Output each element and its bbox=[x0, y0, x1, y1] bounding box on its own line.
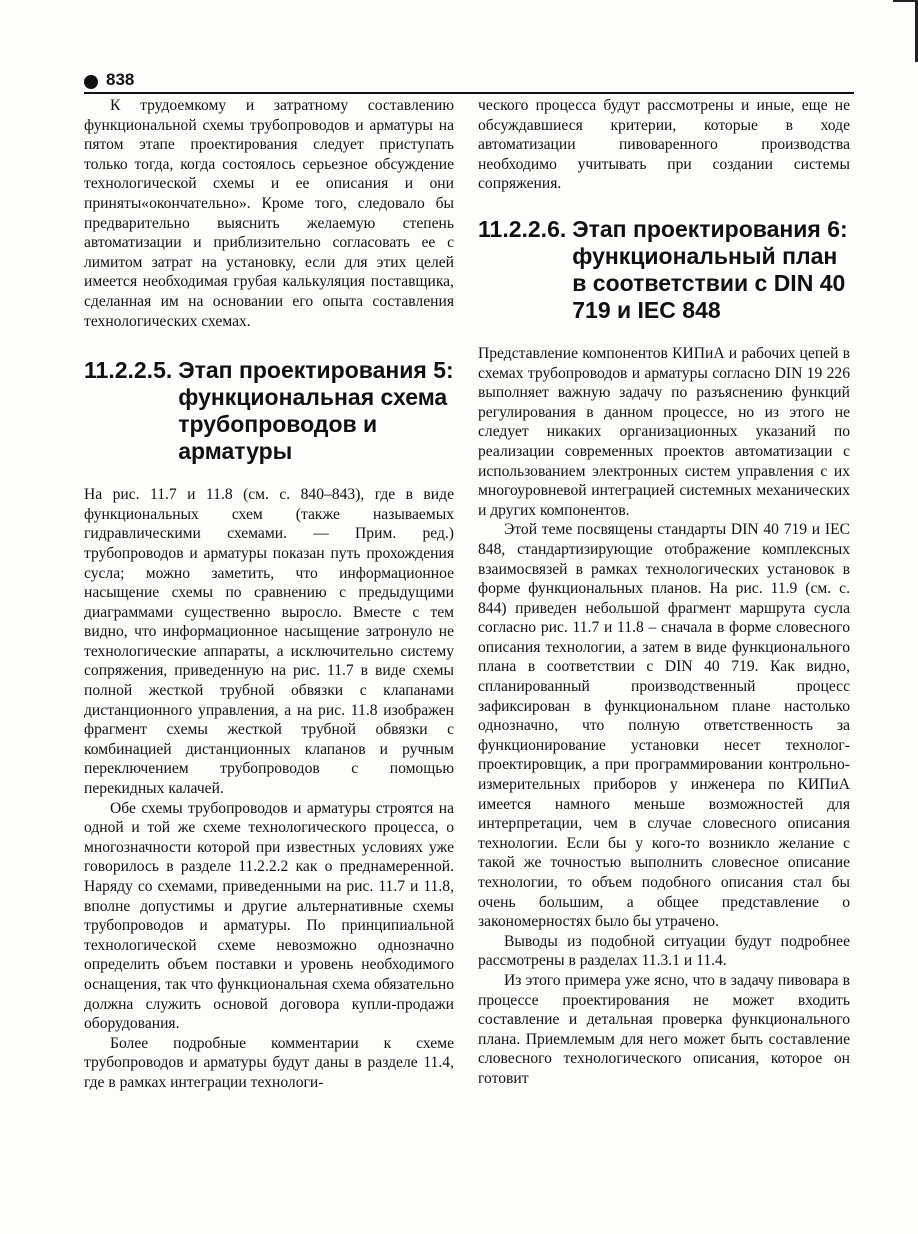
right-column bbox=[478, 96, 850, 1089]
right-paragraph-2: Представление компонентов КИПиА и рабочих цепей в схемах трубопроводов и арматуры согласно DIN 19 226 выполняет важную задачу по разъяснению функций регулирования в данном процессе, но из этого не следует никаких организационных указаний по реализации современных проектов автоматизации с использованием электронных систем управления с их многоуровневой интеграцией системных механических и других компонентов. bbox=[478, 344, 850, 519]
right-paragraph-3: Этой теме посвящены стандарты DIN 40 719 и IEC 848, стандартизирующие отображение комплексных взаимосвязей в рамках технологических установок в форме функциональных планов. На рис. 11.9 (см. с. 844) приведен небольшой фрагмент маршрута сусла согласно рис. 11.7 и 11.8 – сначала в форме словесного описания технологии, а затем в виде функционального плана в соответствии с DIN 40 719. Как видно, спланированный производственный процесс зафиксирован в функциональном плане настолько однозначно, что полную ответственность за функционирование установки несет технолог-проектировщик, а при программировании контрольно-измерительных приборов у инженера по КИПиА имеется намного меньше возможностей для интерпретации, чем в случае словесного описания технологии. Если бы у кого-то возникло желание с такой же точностью выполнить словесное описание технологии, то объем подобного описания стал бы очень большим, а общее представление о закономерностях было бы утрачено. bbox=[478, 521, 850, 931]
right-paragraph-1: ческого процесса будут рассмотрены и иные, еще не обсуждавшиеся критерии, которые в ходе автоматизации пивоваренного производства необходимо учитывать при создании системы сопряжения. bbox=[478, 97, 850, 193]
left-paragraph-4: Более подробные комментарии к схеме трубопроводов и арматуры будут даны в разделе 11.4, где в рамках интеграции технологи- bbox=[84, 1034, 454, 1091]
page-marker-icon bbox=[84, 75, 98, 89]
section-number: 11.2.2.6. bbox=[478, 215, 567, 242]
right-paragraph-5: Из этого примера уже ясно, что в задачу пивовара в процессе проектирования не может входить составление и детальная проверка функционального плана. Приемлемым для него может быть составление словесного технологического описания, которое он готовит bbox=[478, 971, 850, 1087]
left-column bbox=[84, 96, 454, 1093]
page-number: 838 bbox=[106, 70, 135, 89]
header-rule bbox=[84, 92, 854, 94]
page-header bbox=[84, 72, 854, 94]
right-paragraph-4: Выводы из подобной ситуации будут подробнее рассмотрены в разделах 11.3.1 и 11.4. bbox=[478, 932, 850, 970]
section-title: Этап проектирования 6: функциональный план в соответствии с DIN 40 719 и IEC 848 bbox=[572, 215, 848, 323]
left-paragraph-3: Обе схемы трубопроводов и арматуры строятся на одной и той же схеме технологического процесса, о многозначности которой при известных условиях уже говорилось в разделе 11.2.2.2 как о преднамеренной. Наряду со схемами, приведенными на рис. 11.7 и 11.8, вполне допустимы и другие альтернативные схемы трубопроводов и арматуры. По принципиальной технологической схеме невозможно однозначно определить объем поставки и уровень необходимого оснащения, так что функциональная схема обязательно должна служить основой договора купли-продажи оборудования. bbox=[84, 799, 454, 1033]
section-heading-11-2-2-5 bbox=[84, 357, 454, 465]
section-title: Этап проектирования 5: функциональная схема трубопроводов и арматуры bbox=[178, 357, 454, 465]
section-heading-11-2-2-6 bbox=[478, 216, 850, 324]
left-paragraph-2: На рис. 11.7 и 11.8 (см. с. 840–843), где в виде функциональных схем (также называемых гидравлическими схемами. — Прим. ред.) трубопроводов и арматуры показан путь прохождения сусла; можно заметить, что информационное насыщение схемы по сравнению с предыдущими диаграммами существенно выросло. Вместе с тем видно, что информационное насыщение затронуло не технологические аппараты, а исключительно систему сопряжения, приведенную на рис. 11.7 в виде схемы полной жесткой трубной обвязки с клапанами дистанционного управления, а на рис. 11.8 изображен фрагмент схемы жесткой трубной обвязки с комбинацией дистанционных клапанов и ручным переключением трубопроводов с помощью перекидных калачей. bbox=[84, 486, 454, 798]
page-corner-mark bbox=[893, 0, 918, 62]
section-number: 11.2.2.5. bbox=[84, 357, 173, 384]
left-paragraph-1: К трудоемкому и затратному составлению функциональной схемы трубопроводов и арматуры на пятом этапе проектирования следует приступать только тогда, когда состоялось серьезное обсуждение технологической схемы и ее описания и они приняты«окончательно». Кроме того, следовало бы предварительно выяснить желаемую степень автоматизации и приблизительно согласовать ее с лимитом затрат на установку, если для этих целей имеется необходимая грубая калькуляция поставщика, сделанная им на основании его опыта составления технологических схемах. bbox=[84, 97, 454, 330]
